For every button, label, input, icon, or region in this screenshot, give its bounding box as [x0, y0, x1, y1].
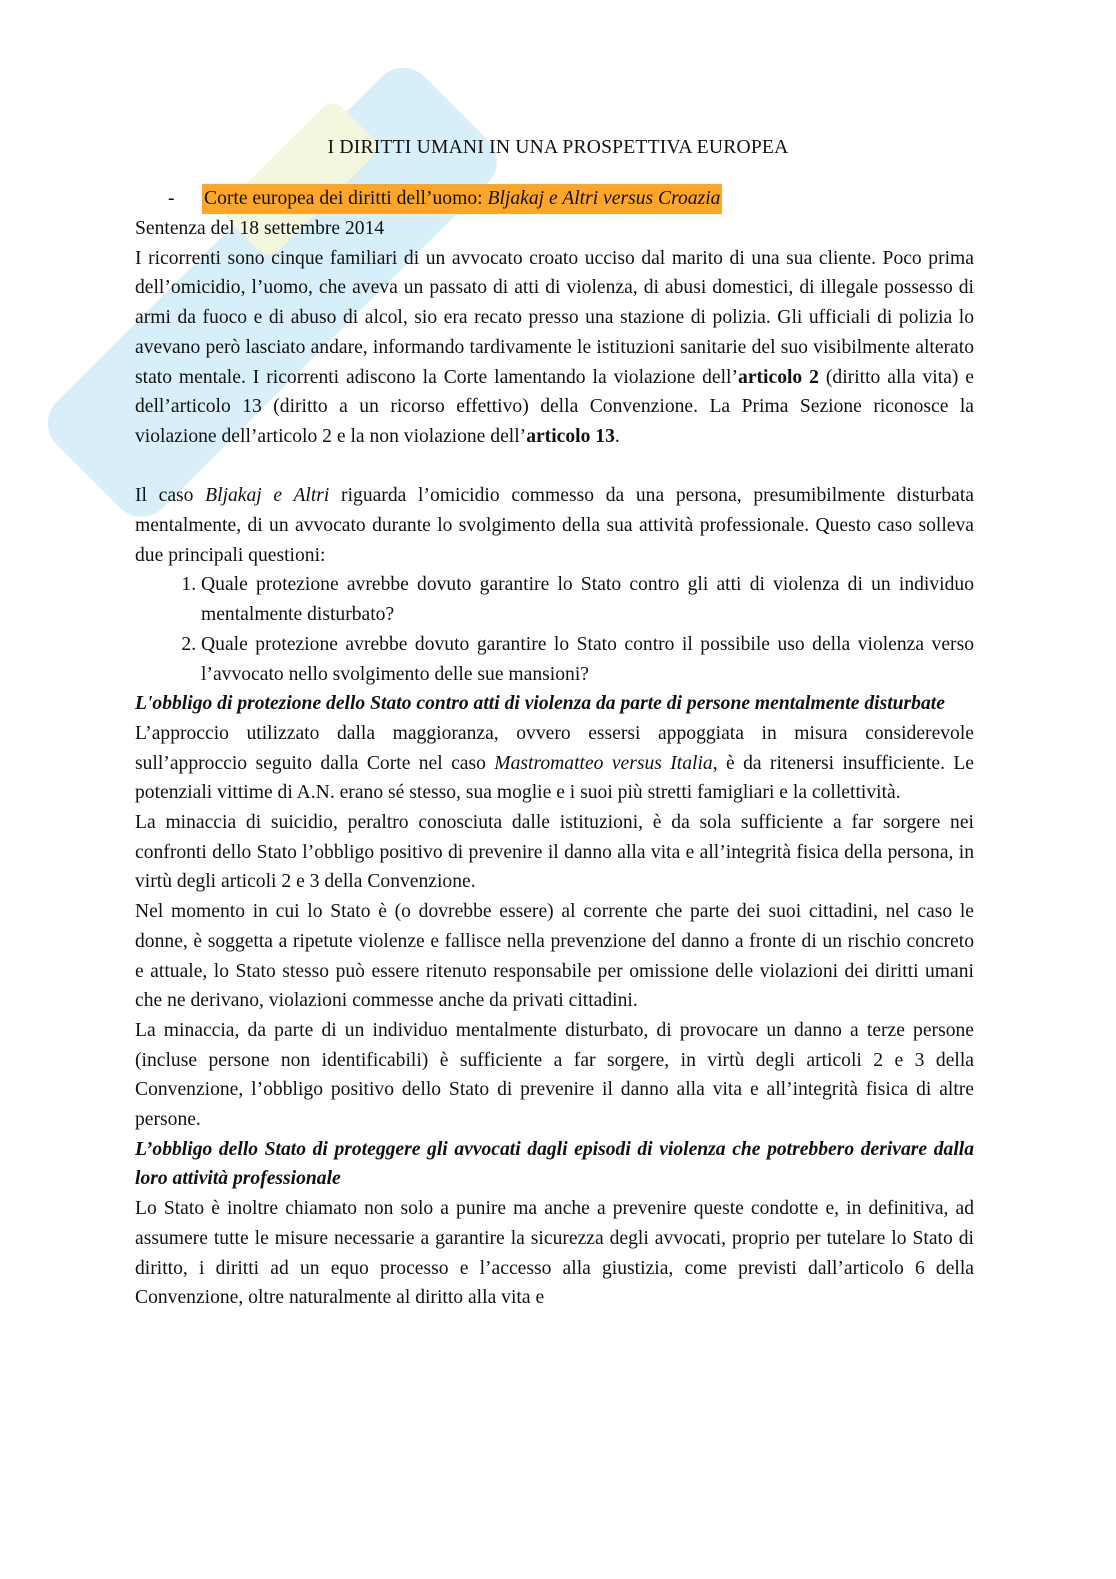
document-body — [135, 214, 974, 1313]
paragraph-gap — [135, 452, 974, 482]
paragraph-7: Lo Stato è inoltre chiamato non solo a punire ma anche a prevenire queste condotte e, in definitiva, ad assumere tutte le misure necessarie a garantire la sicurezza degli avvocati, proprio per tutelare lo Stato di diritto, i diritti ad un equo processo e l’accesso alla giustizia, come previsti dall’articolo 6 della Convenzione, oltre naturalmente al diritto alla vita e — [135, 1198, 974, 1309]
questions-list — [135, 570, 974, 689]
paragraph-1-text-b: (diritto alla vita) e dell’articolo 13 (diritto a un ricorso effettivo) della Convenzione. La Prima Sezione riconosce la violazione dell’articolo 2 e la non violazione dell’ — [135, 366, 974, 447]
paragraph-1 — [135, 244, 974, 452]
paragraph-1-bold-b: articolo 13 — [526, 425, 615, 447]
question-item: 2. Quale protezione avrebbe dovuto garantire lo Stato contro il possibile uso della violenza verso l’avvocato nello svolgimento delle sue mansioni? — [201, 630, 974, 689]
section-heading-1: L'obbligo di protezione dello Stato contro atti di violenza da parte di persone mentalmente disturbate — [135, 693, 945, 715]
paragraph-2-text-b: riguarda l’omicidio commesso da una persona, presumibilmente disturbata mentalmente, di un avvocato durante lo svolgimento della sua attività professionale. Questo caso solleva due principali questioni: — [135, 485, 974, 566]
paragraph-2-case-name: Bljakaj e Altri — [205, 485, 330, 507]
paragraph-3-text-b: , è da ritenersi insufficiente. Le potenziali vittime di A.N. erano sé stesso, sua moglie e i suoi più stretti famigliari e la collettività. — [135, 752, 975, 804]
highlighted-case-reference — [202, 184, 722, 214]
bullet-dash: - — [168, 188, 175, 209]
paragraph-1-text-c: . — [614, 425, 620, 447]
paragraph-5: Nel momento in cui lo Stato è (o dovrebbe essere) al corrente che parte dei suoi cittadini, nel caso le donne, è soggetta a ripetute violenze e fallisce nella prevenzione del danno a fronte di un rischio concreto e attuale, lo Stato stesso può essere ritenuto responsabile per omissione delle violazioni dei diritti umani che ne derivano, violazioni commesse anche da privati cittadini. — [135, 901, 974, 1012]
paragraph-3-text-a: L’approccio utilizzato dalla maggioranza, ovvero essersi appoggiata in misura considerevole sull’approccio seguito dalla Corte nel caso — [135, 722, 974, 774]
section-heading-2: L’obbligo dello Stato di proteggere gli avvocati dagli episodi di violenza che potrebbero derivare dalla loro attività professionale — [135, 1138, 974, 1190]
paragraph-3 — [135, 719, 974, 808]
paragraph-2-text-a: Il caso — [135, 485, 206, 507]
case-court: Corte europea dei diritti dell’uomo: — [204, 188, 488, 209]
date-line: Sentenza del 18 settembre 2014 — [135, 218, 385, 239]
question-item: 1. Quale protezione avrebbe dovuto garantire lo Stato contro gli atti di violenza di un individuo mentalmente disturbato? — [201, 570, 974, 629]
paragraph-2 — [135, 481, 974, 570]
paragraph-3-case-name: Mastromatteo versus Italia — [494, 752, 713, 774]
paragraph-6: La minaccia, da parte di un individuo mentalmente disturbato, di provocare un danno a terze persone (incluse persone non identificabili) è sufficiente a far sorgere, in virtù degli articoli 2 e 3 della Convenzione, l’obbligo positivo dello Stato di prevenire il danno alla vita e all’integrità fisica di altre persone. — [135, 1019, 974, 1131]
paragraph-1-bold-a: articolo 2 — [738, 366, 819, 388]
case-name: Bljakaj e Altri versus Croazia — [487, 188, 721, 209]
document-title: I DIRITTI UMANI IN UNA PROSPETTIVA EUROPEA — [327, 137, 789, 158]
paragraph-4: La minaccia di suicidio, peraltro conosciuta dalle istituzioni, è da sola sufficiente a far sorgere nei confronti dello Stato l’obbligo positivo di prevenire il danno alla vita e all’integrità fisica della persona, in virtù degli articoli 2 e 3 della Convenzione. — [135, 812, 974, 893]
paragraph-1-text-a: I ricorrenti sono cinque familiari di un avvocato croato ucciso dal marito di una sua cliente. Poco prima dell’omicidio, l’uomo, che aveva un passato di atti di violenza, di abusi domestici, di illegale possesso di armi da fuoco e di abuso di alcol, sio era recato presso una stazione di polizia. Gli ufficiali di polizia lo avevano però lasciato andare, informando tardivamente le istituzioni sanitarie del suo visibilmente alterato stato mentale. I ricorrenti adiscono la Corte lamentando la violazione dell’ — [135, 247, 974, 388]
